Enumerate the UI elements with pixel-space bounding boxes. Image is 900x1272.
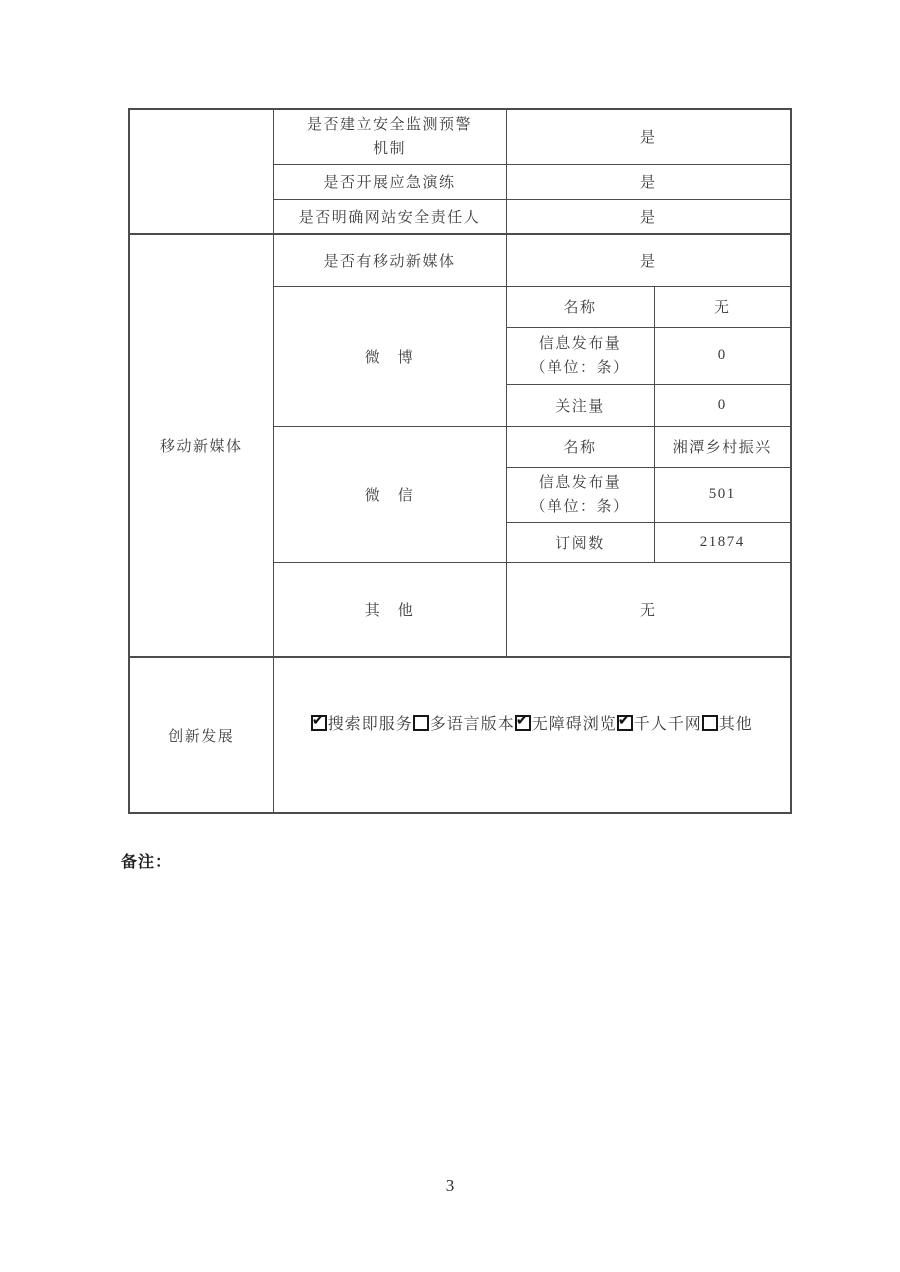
checkbox-accessibility[interactable]: [515, 715, 531, 731]
row-label: 订阅数: [506, 522, 654, 562]
page-number: 3: [445, 1176, 455, 1195]
option-other: [702, 711, 753, 734]
row-value: 是: [506, 164, 791, 199]
notes-label: 备注：: [121, 854, 173, 871]
row-value: 21874: [654, 522, 791, 562]
row-label: 关注量: [506, 384, 654, 426]
section-label-cell-empty: [129, 109, 273, 234]
row-value: 501: [654, 467, 791, 522]
annual-report-table: [128, 108, 792, 814]
row-label-text: 信息发布量: [538, 474, 622, 491]
checkbox-label: 千人千网: [633, 715, 702, 733]
table-row: [129, 657, 791, 813]
row-label: 名称: [506, 286, 654, 327]
row-value: 是: [506, 199, 791, 234]
checkbox-label: 其他: [718, 715, 753, 733]
table-row: [129, 109, 791, 164]
row-label-text2: （单位：条）: [530, 359, 630, 376]
row-label: 名称: [506, 426, 654, 467]
innovation-options-cell: [273, 657, 791, 813]
checkbox-label: 多语言版本: [429, 715, 515, 733]
checkbox-thousand-sites[interactable]: [617, 715, 633, 731]
row-label-text: 信息发布量: [538, 335, 622, 352]
checkbox-label: 无障碍浏览: [531, 715, 617, 733]
group-label-wechat: 微 信: [273, 426, 506, 562]
group-label-other: 其 他: [273, 562, 506, 657]
checkbox-line: [311, 711, 753, 734]
row-value: 无: [654, 286, 791, 327]
checkbox-label: 搜索即服务: [327, 715, 413, 733]
row-value: 是: [506, 109, 791, 164]
checkbox-other[interactable]: [702, 715, 718, 731]
section-label-innovation: 创新发展: [129, 657, 273, 813]
checkbox-search-as-service[interactable]: [311, 715, 327, 731]
row-label: [506, 327, 654, 384]
row-value: 0: [654, 384, 791, 426]
row-label-text2: （单位：条）: [530, 498, 630, 515]
option-multilingual: [413, 711, 515, 734]
table-row: [129, 234, 791, 286]
row-value: 湘潭乡村振兴: [654, 426, 791, 467]
section-label-mobile-media: 移动新媒体: [129, 234, 273, 657]
row-value: 0: [654, 327, 791, 384]
row-label: 是否有移动新媒体: [273, 234, 506, 286]
row-label: [273, 109, 506, 164]
row-label: 是否明确网站安全责任人: [273, 199, 506, 234]
row-label: 是否开展应急演练: [273, 164, 506, 199]
row-label-text2: 机制: [372, 140, 406, 157]
row-value: 是: [506, 234, 791, 286]
option-accessibility: [515, 711, 617, 734]
row-label: [506, 467, 654, 522]
option-search-as-service: [311, 711, 413, 734]
row-label-text: 是否建立安全监测预警: [306, 116, 472, 133]
checkbox-multilingual[interactable]: [413, 715, 429, 731]
row-value: 无: [506, 562, 791, 657]
option-thousand-sites: [617, 711, 702, 734]
group-label-weibo: 微 博: [273, 286, 506, 426]
